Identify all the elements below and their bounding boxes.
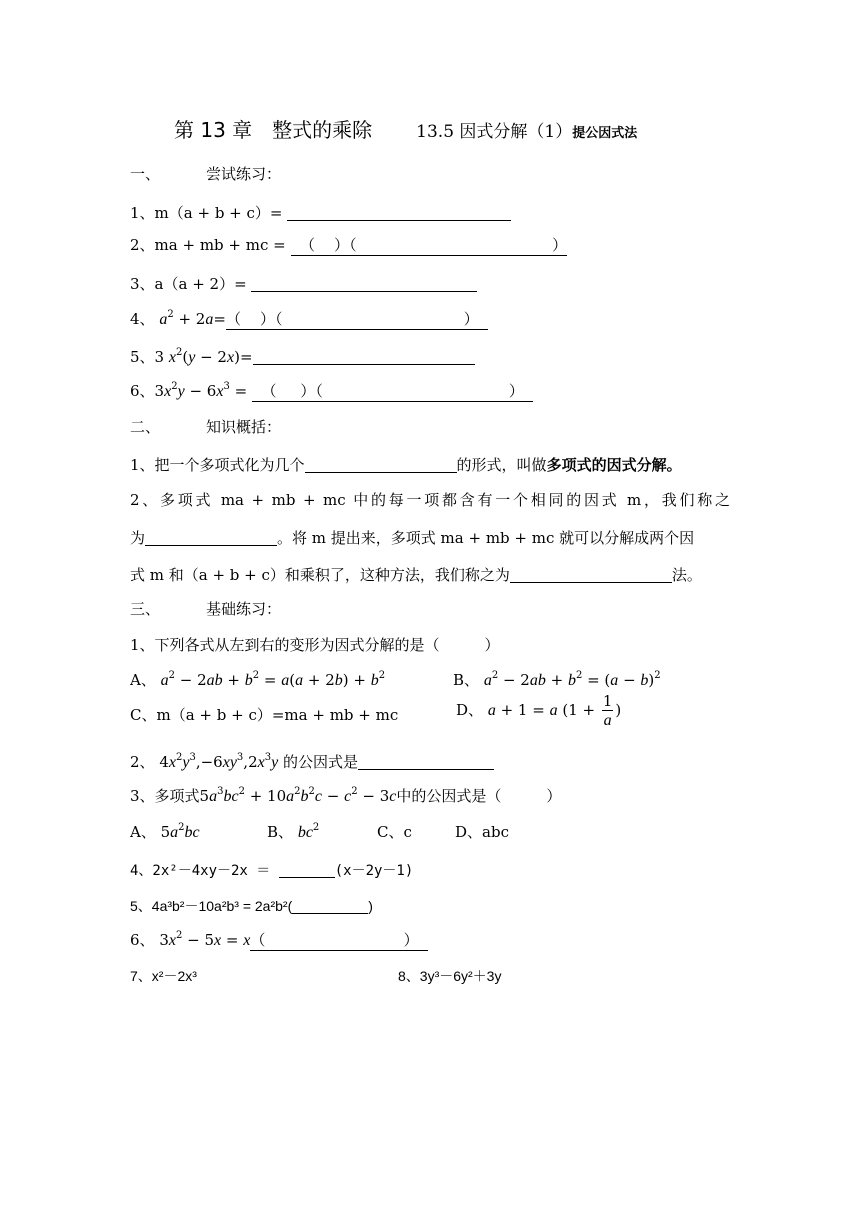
answer-blank[interactable] <box>251 275 477 292</box>
answer-blank[interactable]: （ ）（ ） <box>291 236 568 256</box>
answer-blank[interactable] <box>253 348 475 365</box>
option-c: C、c <box>377 823 412 841</box>
answer-blank[interactable] <box>279 861 335 878</box>
section-title: 13.5 因式分解（1） <box>416 122 573 142</box>
answer-blank[interactable] <box>287 204 511 221</box>
exercise-3-options <box>130 822 509 843</box>
answer-blank[interactable]: （ ）（ ） <box>226 310 488 330</box>
answer-blank[interactable]: （ ）（ ） <box>252 382 533 402</box>
answer-blank[interactable] <box>510 566 672 583</box>
knowledge-2-line-1: 2、多项式 ma + mb + mc 中的每一项都含有一个相同的因式 m，我们称之 <box>130 491 730 509</box>
section-heading-1: 一、 尝试练习： <box>130 165 282 183</box>
option-b: B、 $bc^2$ <box>267 822 320 841</box>
question-6: 6、$3x^2y - 6x^3$ = （ ）（ ） <box>130 381 533 402</box>
knowledge-2-line-2: 为 。将 m 提出来，多项式 ma + mb + mc 就可以分解成两个因 <box>130 529 695 547</box>
exercise-7: 7、x²－2x³ <box>130 968 197 984</box>
question-5: 5、3 $x^2(y - 2x)=$ <box>130 345 475 368</box>
section-heading-3: 三、 基础练习： <box>130 600 282 618</box>
exercise-8: 8、3y³－6y²＋3y <box>398 968 502 984</box>
exercise-6: 6、 $3x^2 - 5x = x$（ ） <box>130 930 428 951</box>
exercise-3: 3、多项式$5a^3bc^2 + 10a^2b^2c - c^2 - 3c$中的公因式是（ ） <box>130 786 562 805</box>
question-3: 3、a（a + 2）= <box>130 272 477 294</box>
exercise-1-option-d: D、 a + 1 = a (1 + $\frac{1}{a}$ ) <box>456 692 622 729</box>
option-d: D、abc <box>455 823 509 841</box>
exercise-5: 5、4a³b²－10a²b³ = 2a²b²( ) <box>130 898 373 914</box>
exercise-4: 4、2x²－4xy－2x ＝ (x－2y－1) <box>130 863 414 879</box>
page-title <box>174 118 637 146</box>
chapter-title: 第 13 章 整式的乘除 <box>174 118 373 142</box>
option-a: A、 $5a^2bc$ <box>130 822 200 841</box>
answer-blank[interactable] <box>145 529 277 546</box>
exercise-2: 2、 $4x^2y^3,-6xy^3,2x^3y$ 的公因式是 <box>130 750 494 773</box>
answer-blank[interactable] <box>292 897 368 914</box>
knowledge-1: 1、把一个多项式化为几个 的形式，叫做多项式的因式分解。 <box>130 456 682 474</box>
section-heading-2: 二、 知识概括： <box>130 418 282 436</box>
exercise-1-option-b: B、 $a^2 - 2ab + b^2 = (a - b)^2$ <box>453 670 661 689</box>
question-2: 2、ma + mb + mc = （ ）（ ） <box>130 236 568 254</box>
exercise-1-option-c: C、m（a + b + c）=ma + mb + mc <box>130 706 399 724</box>
exercise-1-stem: 1、下列各式从左到右的变形为因式分解的是（ ） <box>130 636 500 654</box>
answer-blank[interactable]: （ ） <box>250 931 428 951</box>
question-1: 1、m（a + b + c）= <box>130 201 511 223</box>
answer-blank[interactable] <box>358 753 494 770</box>
method-title: 提公因式法 <box>572 126 638 141</box>
knowledge-2-line-3: 式 m 和（a + b + c）和乘积了，这种方法，我们称之为 法。 <box>130 566 702 584</box>
answer-blank[interactable] <box>305 456 457 473</box>
exercise-1-option-a: A、 $a^2 - 2ab + b^2 = a(a + 2b) + b^2$ <box>130 670 386 689</box>
question-4: 4、 $a^2 + 2a=$（ ）（ ） <box>130 309 488 330</box>
